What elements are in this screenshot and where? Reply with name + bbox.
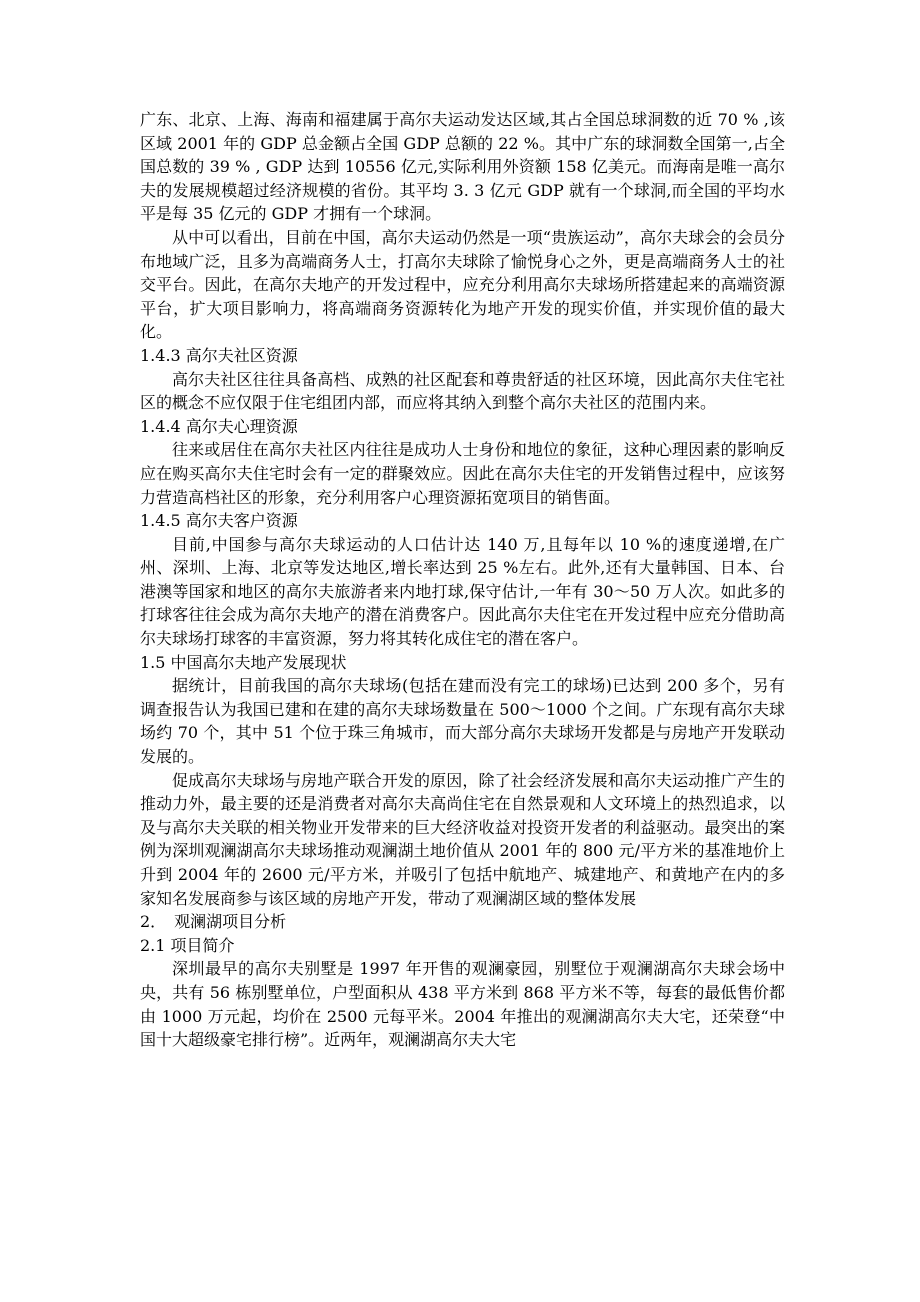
paragraph-customer-resources: 目前,中国参与高尔夫球运动的人口估计达 140 万,且每年以 10 %的速度递增,在广州、深圳、上海、北京等发达地区,增长率达到 25 %左右。此外,还有大量韩国、日本、台港澳等国家和地区的高尔夫旅游者来内地打球,保守估计,一年有 30～50 万人次。如此多的打球客往往会成为高尔夫地产的潜在消费客户。因此高尔夫住宅在开发过程中应充分借助高尔夫球场打球客的丰富资源，努力将其转化成住宅的潜在客户。 <box>140 534 785 649</box>
heading-2-1: 2.1 项目简介 <box>140 935 235 955</box>
paragraph-statistics: 据统计，目前我国的高尔夫球场(包括在建而没有完工的球场)已达到 200 多个，另有调查报告认为我国已建和在建的高尔夫球场数量在 500～1000 个之间。广东现有高尔夫球场约 70 个，其中 51 个位于珠三角城市，而大部分高尔夫球场开发都是与房地产开发联动发展的。 <box>140 676 785 767</box>
heading-1-4-5: 1.4.5 高尔夫客户资源 <box>140 511 298 531</box>
paragraph-joint-development: 促成高尔夫球场与房地产联合开发的原因，除了社会经济发展和高尔夫运动推广产生的推动力外，最主要的还是消费者对高尔夫高尚住宅在自然景观和人文环境上的热烈追求，以及与高尔夫关联的相关物业开发带来的巨大经济收益对投资开发者的利益驱动。最突出的案例为深圳观澜湖高尔夫球场推动观澜湖土地价值从 2001 年的 800 元/平方米的基准地价上升到 2004 年的 2600 元/平方米，并吸引了包括中航地产、城建地产、和黄地产在内的多家知名发展商参与该区域的房地产开发，带动了观澜湖区域的整体发展 <box>140 770 785 908</box>
heading-1-4-4: 1.4.4 高尔夫心理资源 <box>140 416 298 436</box>
paragraph-psychological-resources: 往来或居住在高尔夫社区内往往是成功人士身份和地位的象征，这种心理因素的影响反应在购买高尔夫住宅时会有一定的群聚效应。因此在高尔夫住宅的开发销售过程中，应该努力营造高档社区的形象，充分利用客户心理资源拓宽项目的销售面。 <box>140 440 785 507</box>
heading-2: 2． 观澜湖项目分析 <box>140 912 287 932</box>
paragraph-noble-sport: 从中可以看出，目前在中国，高尔夫运动仍然是一项“贵族运动”，高尔夫球会的会员分布地域广泛，且多为高端商务人士，打高尔夫球除了愉悦身心之外，更是高端商务人士的社交平台。因此，在高尔夫地产的开发过程中，应充分利用高尔夫球场所搭建起来的高端资源平台，扩大项目影响力，将高端商务资源转化为地产开发的现实价值，并实现价值的最大化。 <box>140 227 785 342</box>
paragraph-project-intro: 深圳最早的高尔夫别墅是 1997 年开售的观澜豪园，别墅位于观澜湖高尔夫球会场中央，共有 56 栋别墅单位，户型面积从 438 平方米到 868 平方米不等，每套的最低售价都由 1000 万元起，均价在 2500 元每平米。2004 年推出的观澜湖高尔夫大宅，还荣登“中国十大超级豪宅排行榜”。近两年，观澜湖高尔夫大宅 <box>140 959 785 1050</box>
paragraph-community-resources: 高尔夫社区往往具备高档、成熟的社区配套和尊贵舒适的社区环境，因此高尔夫住宅社区的概念不应仅限于住宅组团内部，而应将其纳入到整个高尔夫社区的范围内来。 <box>140 369 785 413</box>
heading-1-5: 1.5 中国高尔夫地产发展现状 <box>140 652 347 672</box>
paragraph-golf-regions: 广东、北京、上海、海南和福建属于高尔夫运动发达区域,其占全国总球洞数的近 70 % ,该区域 2001 年的 GDP 总金额占全国 GDP 总额的 22 %。其中广东的球洞数全国第一,占全国总数的 39 % , GDP 达到 10556 亿元,实际利用外资额 158 亿美元。而海南是唯一高尔夫的发展规模超过经济规模的省份。其平均 3. 3 亿元 GDP 就有一个球洞,而全国的平均水平是每 35 亿元的 GDP 才拥有一个球洞。 <box>140 110 785 224</box>
heading-1-4-3: 1.4.3 高尔夫社区资源 <box>140 345 298 365</box>
document-body <box>140 108 785 1052</box>
